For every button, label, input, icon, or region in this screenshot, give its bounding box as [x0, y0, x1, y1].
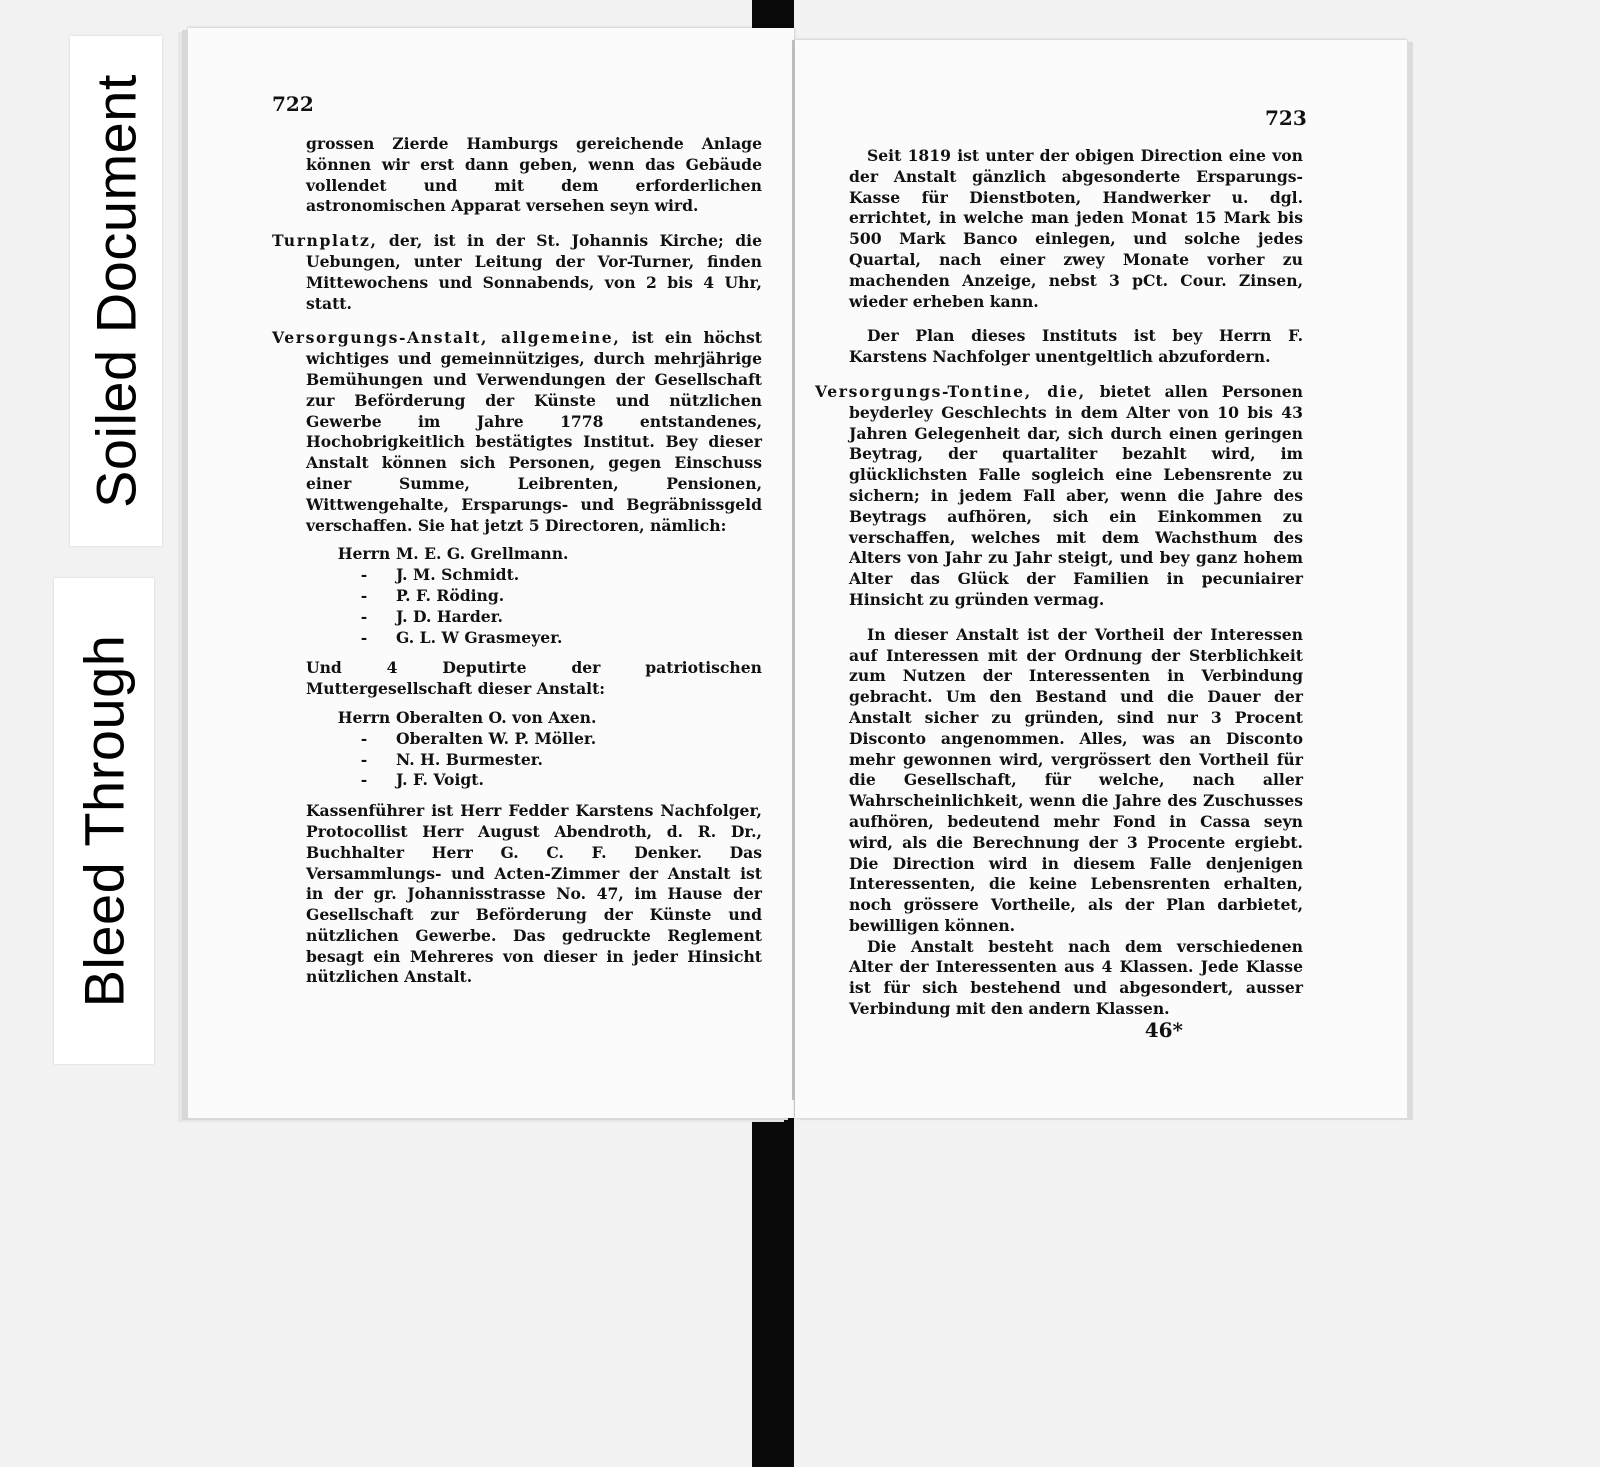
list-marker: -	[360, 585, 368, 605]
list-marker: Herrn	[337, 544, 391, 564]
vortheil-paragraph: In dieser Anstalt ist der Vortheil der Interessen auf Interessen mit der Ordnung der Sterblichkeit zum Nutzen der Interessenten in Verbindung gebracht. Um den Bestand und die Dauer der Anstalt sicher zu gründen, sind nur 3 Procent Disconto angenommen. Alles, was an Disconto mehr gewonnen wird, vergrössert den Vortheil für die Gesellschaft, für welche, nach aller Wahrscheinlichkeit, wenn die Jahre des Zuschusses aufhören, bedeutend mehr Fond in Cassa seyn wird, als die Berechnung der 3 Procente ergiebt. Die Direction wird in diesem Falle denjenigen Interessenten, die keine Lebensrenten erhalten, noch grössere Vortheile, als der Plan darbietet, bewilligen können.	[849, 624, 1303, 935]
list-marker: -	[360, 565, 368, 585]
deputy-name: J. F. Voigt.	[396, 770, 484, 790]
tontine-entry	[815, 382, 1303, 611]
list-item	[332, 750, 762, 771]
intro-paragraph	[272, 134, 762, 217]
turnplatz-entry	[272, 231, 762, 314]
left-page-number: 722	[272, 92, 314, 116]
left-page-body	[272, 134, 762, 988]
right-page	[795, 40, 1407, 1118]
right-page-body	[815, 146, 1303, 1041]
list-marker: -	[360, 728, 368, 748]
deputies-list	[332, 708, 762, 791]
list-marker: -	[360, 606, 368, 626]
list-item	[332, 544, 762, 565]
director-name: P. F. Röding.	[396, 585, 505, 605]
list-item	[332, 565, 762, 586]
signature-mark: 46*	[1144, 1017, 1183, 1042]
right-page-number: 723	[1265, 106, 1307, 130]
director-name: J. D. Harder.	[396, 606, 503, 626]
soiled-document-label	[70, 36, 162, 546]
deputy-name: Oberalten W. P. Möller.	[396, 728, 597, 748]
list-item	[332, 770, 762, 791]
intro-text: grossen Zierde Hamburgs gereichende Anlage können wir erst dann geben, wenn das Gebäude vollendet und mit dem erforderlichen astronomischen Apparat versehen seyn wird.	[306, 134, 762, 216]
deputies-intro: Und 4 Deputirte der patriotischen Muttergesellschaft dieser Anstalt:	[306, 658, 762, 699]
list-marker: -	[360, 627, 368, 647]
list-marker: -	[360, 770, 368, 790]
plan-paragraph: Der Plan dieses Instituts ist bey Herrn F. Karstens Nachfolger unentgeltlich abzufordern.	[849, 326, 1303, 367]
deputy-name: N. H. Burmester.	[396, 749, 543, 769]
list-item	[332, 586, 762, 607]
director-name: M. E. G. Grellmann.	[396, 544, 569, 564]
list-item	[332, 729, 762, 750]
anstalt-text: ist ein höchst wichtiges und gemeinnütziges, durch mehrjährige Bemühungen und Verwendungen der Gesellschaft zur Beförderung der Künste und nützlichen Gewerbe im Jahre 1778 entstandenes, Hochobrigkeitlich bestätigtes Institut. Bey dieser Anstalt können sich Personen, gegen Einschuss einer Summe, Leibrenten, Pensionen, Wittwengehalte, Ersparungs- und Begräbnissgeld verschaffen. Sie hat jetzt 5 Directoren, nämlich:	[306, 328, 762, 535]
binding-strap-bottom	[752, 1108, 794, 1467]
turnplatz-text: der, ist in der St. Johannis Kirche; die Uebungen, unter Leitung der Vor-Turner, finden Mittewochens und Sonnabends, von 2 bis 4 Uhr, statt.	[306, 231, 762, 313]
bleed-through-text: Bleed Through	[72, 634, 136, 1008]
tontine-text: bietet allen Personen beyderley Geschlechts in dem Alter von 10 bis 43 Jahren Gelegenheit dar, sich durch einen geringen Beytrag, der quartaliter bezahlt wird, im glücklichsten Falle sogleich eine Lebensrente zu sichern; in jedem Fall aber, wenn die Jahre des Beytrags aufhören, sich ein Einkommen zu verschaffen, welches mit dem Wachsthum des Alters von Jahr zu Jahr steigt, und bey ganz hohem Alter das Glück der Familien in pecuniairer Hinsicht zu gründen vermag.	[849, 381, 1303, 609]
anstalt-entry	[272, 328, 762, 536]
list-item	[332, 628, 762, 649]
turnplatz-heading: Turnplatz,	[272, 231, 378, 251]
ersparungs-paragraph: Seit 1819 ist unter der obigen Direction eine von der Anstalt gänzlich abgesonderte Ersparungs-Kasse für Dienstboten, Handwerker u. dgl. errichtet, in welche man jeden Monat 15 Mark bis 500 Mark Banco einlegen, und solche jedes Quartal, nach einer zwey Monate vorher zu machenden Anzeige, nebst 3 pCt. Cour. Zinsen, wieder erheben kann.	[849, 146, 1303, 311]
deputy-name: Oberalten O. von Axen.	[396, 707, 597, 727]
director-name: J. M. Schmidt.	[396, 565, 520, 585]
klassen-paragraph: Die Anstalt besteht nach dem verschiedenen Alter der Interessenten aus 4 Klassen. Jede Klasse ist für sich bestehend und abgesondert, ausser Verbindung mit den andern Klassen.	[849, 936, 1303, 1019]
closing-paragraph: Kassenführer ist Herr Fedder Karstens Nachfolger, Protocollist Herr August Abendroth, d. R. Dr., Buchhalter Herr G. C. F. Denker. Das Versammlungs- und Acten-Zimmer der Anstalt ist in der gr. Johannisstrasse No. 47, im Hause der Gesellschaft zur Beförderung der Künste und nützlichen Gewerbe. Das gedruckte Reglement besagt ein Mehreres von dieser in jeder Hinsicht nützlichen Anstalt.	[306, 801, 762, 987]
list-item	[332, 708, 762, 729]
tontine-heading: Versorgungs-Tontine, die,	[815, 381, 1086, 401]
soiled-document-text: Soiled Document	[84, 74, 148, 508]
directors-list	[332, 544, 762, 648]
list-marker: Herrn	[337, 707, 391, 727]
list-marker: -	[360, 749, 368, 769]
left-page	[188, 28, 794, 1118]
anstalt-heading: Versorgungs-Anstalt, allgemeine,	[272, 328, 621, 348]
list-item	[332, 607, 762, 628]
director-name: G. L. W Grasmeyer.	[396, 627, 563, 647]
bleed-through-label	[54, 578, 154, 1064]
